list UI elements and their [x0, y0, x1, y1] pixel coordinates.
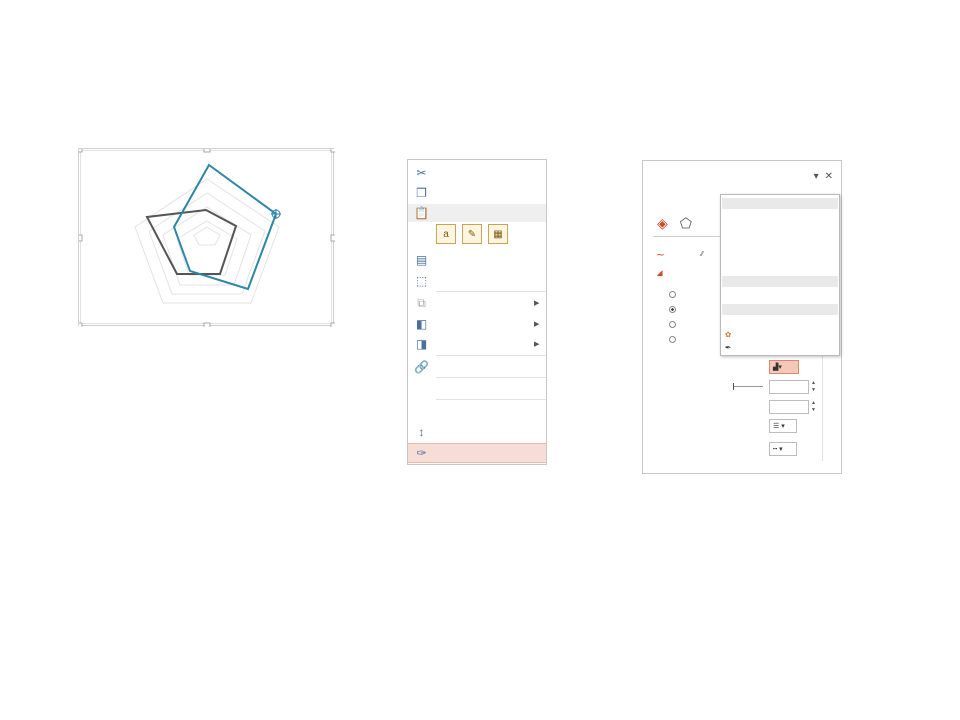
selection-handles [79, 149, 335, 327]
recent-colors-header [722, 304, 838, 315]
radar-chart[interactable] [79, 149, 335, 327]
tab-line[interactable]: ⁓ [657, 252, 664, 259]
line-section-header[interactable]: ◢ [657, 270, 663, 277]
paste-keep-formatting-icon[interactable]: a [436, 224, 456, 244]
menu-item-edit-text[interactable] [408, 250, 546, 270]
radio-button [669, 321, 676, 328]
color-palette-dropdown [720, 194, 840, 356]
more-colors-link[interactable] [725, 330, 735, 339]
radio-no-line[interactable] [669, 291, 680, 298]
paste-text-only-icon[interactable]: ✎ [462, 224, 482, 244]
selection-handle [331, 323, 335, 327]
close-icon[interactable]: ✕ [824, 171, 833, 182]
menu-item-hyperlink[interactable] [408, 357, 546, 377]
menu-item-copy[interactable] [408, 183, 546, 203]
menu-item-cut[interactable] [408, 163, 546, 183]
tab-marker[interactable]: ⁄⁄ [701, 251, 704, 258]
color-wheel-icon: ✿ [725, 330, 732, 339]
compound-lines-icon: ☰ ▾ [773, 423, 785, 430]
width-input[interactable] [769, 400, 809, 414]
paste-picture-icon[interactable]: ▦ [488, 224, 508, 244]
menu-item-bring-to-front[interactable] [408, 314, 546, 334]
paste-icon: 📋 [414, 206, 429, 220]
pane-scrollbar[interactable] [822, 351, 831, 461]
size-position-icon: ↕ [418, 425, 425, 439]
radar-grid-ring [194, 227, 220, 245]
menu-item-group[interactable] [408, 293, 546, 313]
series-blue-line [174, 165, 276, 289]
eyedropper-icon: ✒ [725, 343, 732, 352]
menu-item-size-and-position[interactable] [408, 422, 546, 442]
edit-points-icon: ⬚ [415, 274, 428, 288]
copy-icon: ❐ [416, 186, 427, 200]
paste-options-row [436, 224, 508, 244]
scissors-icon: ✂ [416, 166, 427, 180]
context-menu [407, 159, 547, 465]
radio-button-selected [669, 306, 676, 313]
menu-separator [436, 355, 546, 356]
send-to-back-icon: ◨ [415, 337, 428, 351]
effects-pentagon-icon[interactable]: ⬠ [679, 215, 692, 231]
eyedropper-link[interactable] [725, 343, 735, 352]
transparency-input[interactable] [769, 380, 809, 394]
submenu-arrow-icon: ▶ [534, 341, 540, 348]
dropdown-arrow-icon[interactable]: ▾ [813, 171, 819, 182]
format-shape-icon: ✑ [416, 446, 427, 460]
width-spinner[interactable]: ▲ ▼ [811, 400, 816, 413]
radio-automatic[interactable] [669, 336, 680, 343]
selection-handle [79, 149, 82, 152]
radio-button [669, 291, 676, 298]
menu-item-format-shape[interactable] [408, 443, 546, 463]
bring-to-front-icon: ◧ [415, 317, 428, 331]
submenu-arrow-icon: ▶ [534, 300, 540, 307]
paint-bucket-icon: ▟▾ [773, 364, 782, 371]
dash-lines-icon: ┅ ▾ [773, 446, 783, 453]
compound-type-dropdown[interactable] [769, 419, 797, 433]
dash-type-dropdown[interactable] [769, 442, 797, 456]
menu-item-send-to-back[interactable] [408, 334, 546, 354]
group-icon: ⧉ [417, 295, 426, 310]
radio-gradient-line[interactable] [669, 321, 680, 328]
menu-item-edit-points[interactable] [408, 271, 546, 291]
series-dark-line [147, 210, 236, 274]
transparency-spinner[interactable]: ▲ ▼ [811, 380, 816, 393]
selection-handle [79, 235, 82, 241]
selection-handle [331, 235, 335, 241]
edit-text-icon: ▤ [415, 253, 428, 267]
selection-handle [331, 149, 335, 152]
transparency-slider[interactable] [733, 386, 763, 387]
fill-line-icon[interactable]: ◈ [657, 215, 668, 231]
standard-colors-header [722, 276, 838, 287]
radio-button [669, 336, 676, 343]
radar-grid-ring [135, 179, 279, 303]
selection-handle [204, 323, 210, 327]
menu-separator [436, 399, 546, 400]
radio-solid-line[interactable] [669, 306, 680, 313]
menu-item-save-as-picture[interactable] [408, 379, 546, 399]
selection-handle [204, 149, 210, 152]
radar-chart-frame[interactable] [78, 148, 334, 326]
submenu-arrow-icon: ▶ [534, 321, 540, 328]
menu-item-set-default-shape[interactable] [408, 401, 546, 421]
menu-separator [436, 377, 546, 378]
selection-handle [79, 323, 82, 327]
theme-colors-header [722, 198, 838, 209]
paste-options-header [408, 204, 546, 222]
tab-underline [653, 236, 723, 237]
radar-grid [135, 179, 279, 303]
hyperlink-icon: 🔗 [414, 360, 429, 374]
menu-separator [436, 291, 546, 292]
color-picker-button[interactable] [769, 360, 799, 374]
